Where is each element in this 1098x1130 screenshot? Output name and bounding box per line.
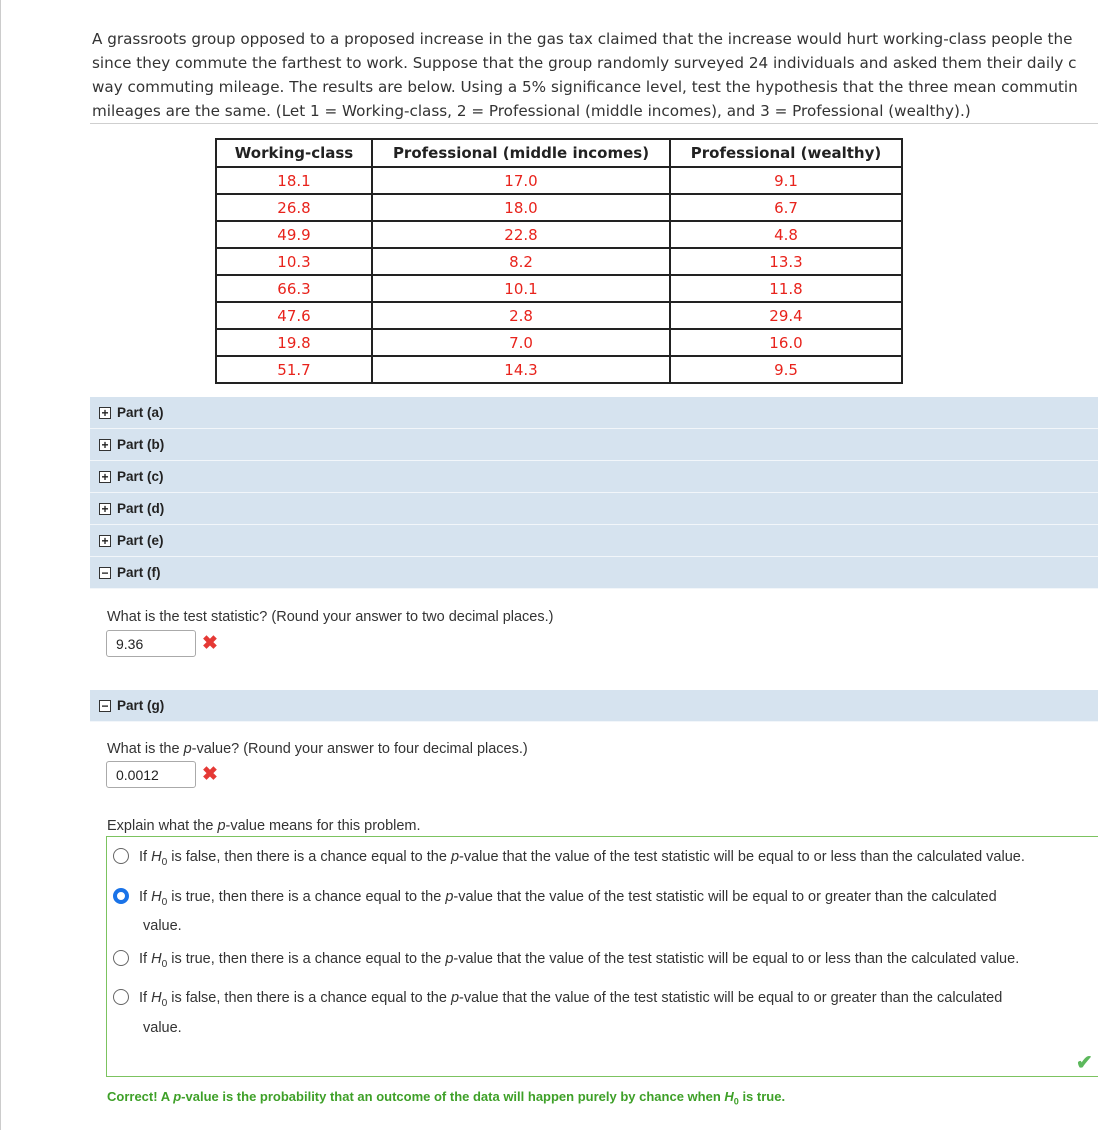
expand-icon: +	[99, 535, 111, 547]
part-g-question: What is the p-value? (Round your answer to four decimal places.)	[107, 741, 528, 757]
part-label: Part (c)	[117, 469, 164, 484]
column-header: Professional (middle incomes)	[372, 139, 670, 167]
table-cell: 2.8	[372, 302, 670, 329]
problem-line: A grassroots group opposed to a proposed increase in the gas tax claimed that the increase would hurt working-class people the	[92, 30, 1073, 48]
column-header: Professional (wealthy)	[670, 139, 902, 167]
radio-option-1[interactable]	[113, 848, 129, 864]
option-text-cont: value.	[143, 1020, 182, 1036]
problem-line: mileages are the same. (Let 1 = Working-class, 2 = Professional (middle incomes), and 3 = Professional (wealthy).)	[92, 102, 971, 120]
table-cell: 17.0	[372, 167, 670, 194]
part-b-header[interactable]	[90, 429, 1098, 461]
expand-icon: +	[99, 503, 111, 515]
column-header: Working-class	[216, 139, 372, 167]
table-row	[216, 194, 902, 221]
option-text: If $H_0$ is false, then there is a chance equal to the p-value that the value of the test statistic will be equal to or less than the calculated value.	[139, 849, 1025, 868]
table-cell: 7.0	[372, 329, 670, 356]
expand-icon: +	[99, 439, 111, 451]
correct-check-icon: ✔	[1076, 1052, 1093, 1074]
table-cell: 10.3	[216, 248, 372, 275]
part-f-header[interactable]	[90, 557, 1098, 589]
radio-option-2[interactable]	[113, 888, 129, 904]
option-text: If $H_0$ is true, then there is a chance equal to the p-value that the value of the test statistic will be equal to or greater than the calculated	[139, 889, 997, 908]
table-cell: 18.0	[372, 194, 670, 221]
part-d-header[interactable]	[90, 493, 1098, 525]
table-cell: 11.8	[670, 275, 902, 302]
table-cell: 49.9	[216, 221, 372, 248]
table-row	[216, 167, 902, 194]
data-table	[215, 138, 903, 384]
problem-line: way commuting mileage. The results are below. Using a 5% significance level, test the hypothesis that the three mean commutin	[92, 78, 1078, 96]
table-cell: 8.2	[372, 248, 670, 275]
part-label: Part (a)	[117, 405, 164, 420]
table-row	[216, 275, 902, 302]
table-row	[216, 221, 902, 248]
table-cell: 6.7	[670, 194, 902, 221]
expand-icon: +	[99, 407, 111, 419]
part-label: Part (e)	[117, 533, 164, 548]
part-label: Part (d)	[117, 501, 165, 516]
incorrect-icon: ✖	[202, 633, 218, 654]
collapse-icon: −	[99, 567, 111, 579]
table-row	[216, 302, 902, 329]
radio-option-4[interactable]	[113, 989, 129, 1005]
table-cell: 16.0	[670, 329, 902, 356]
feedback-correct: Correct! A p-value is the probability that an outcome of the data will happen purely by chance when $H_0$ is true.	[107, 1089, 786, 1107]
table-cell: 9.5	[670, 356, 902, 383]
parts-list	[90, 397, 1098, 589]
table-cell: 9.1	[670, 167, 902, 194]
table-cell: 51.7	[216, 356, 372, 383]
explain-prompt: Explain what the p-value means for this problem.	[107, 818, 421, 834]
part-label: Part (b)	[117, 437, 165, 452]
radio-option-3[interactable]	[113, 950, 129, 966]
table-row	[216, 356, 902, 383]
problem-line: since they commute the farthest to work. Suppose that the group randomly surveyed 24 individuals and asked them their daily c	[92, 54, 1077, 72]
option-text-cont: value.	[143, 918, 182, 934]
part-a-header[interactable]	[90, 397, 1098, 429]
option-text: If $H_0$ is false, then there is a chance equal to the p-value that the value of the test statistic will be equal to or greater than the calculated	[139, 990, 1003, 1009]
table-cell: 26.8	[216, 194, 372, 221]
part-e-header[interactable]	[90, 525, 1098, 557]
table-cell: 66.3	[216, 275, 372, 302]
table-cell: 47.6	[216, 302, 372, 329]
part-f-question: What is the test statistic? (Round your answer to two decimal places.)	[107, 609, 554, 625]
option-text: If $H_0$ is true, then there is a chance equal to the p-value that the value of the test statistic will be equal to or less than the calculated value.	[139, 951, 1020, 970]
table-row	[216, 329, 902, 356]
table-cell: 29.4	[670, 302, 902, 329]
part-c-header[interactable]	[90, 461, 1098, 493]
table-cell: 19.8	[216, 329, 372, 356]
table-header-row	[216, 139, 902, 167]
table-cell: 14.3	[372, 356, 670, 383]
table-cell: 13.3	[670, 248, 902, 275]
divider	[90, 123, 1098, 124]
part-label: Part (f)	[117, 565, 161, 580]
test-statistic-answer[interactable]: 9.36	[106, 630, 196, 657]
table-cell: 18.1	[216, 167, 372, 194]
incorrect-icon: ✖	[202, 764, 218, 785]
table-row	[216, 248, 902, 275]
table-cell: 4.8	[670, 221, 902, 248]
table-cell: 10.1	[372, 275, 670, 302]
part-g-header[interactable]	[90, 690, 1098, 722]
collapse-icon: −	[99, 700, 111, 712]
problem-statement	[92, 27, 1098, 123]
expand-icon: +	[99, 471, 111, 483]
part-label: Part (g)	[117, 698, 165, 713]
page-left-border	[0, 0, 1, 1130]
table-cell: 22.8	[372, 221, 670, 248]
p-value-answer[interactable]: 0.0012	[106, 761, 196, 788]
